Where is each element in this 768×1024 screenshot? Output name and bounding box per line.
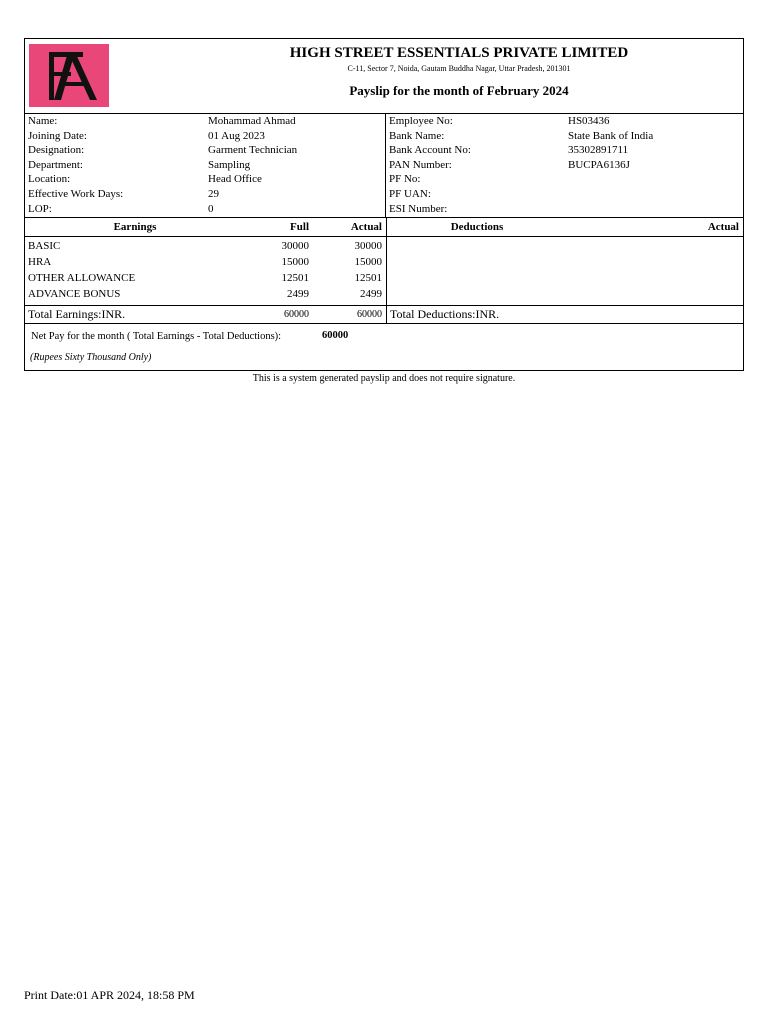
info-row-pf-no [386, 172, 743, 187]
info-value: 29 [208, 187, 219, 200]
net-pay-label: Net Pay for the month ( Total Earnings - Total Deductions): [31, 331, 282, 342]
net-pay-value: 60000 [322, 330, 349, 341]
info-label: Designation: [28, 144, 85, 157]
actual-heading: Actual [350, 221, 382, 233]
info-value: State Bank of India [568, 129, 654, 142]
earning-actual: 12501 [354, 272, 382, 284]
earning-actual: 15000 [354, 256, 382, 268]
net-pay-words: (Rupees Sixty Thousand Only) [30, 352, 152, 363]
net-pay-section [25, 324, 743, 370]
earning-full: 30000 [281, 240, 309, 252]
deductions-table [387, 218, 743, 324]
total-deductions-label: Total Deductions:INR. [390, 307, 500, 321]
full-heading: Full [290, 221, 309, 233]
table-row [25, 254, 386, 270]
table-row [25, 286, 386, 302]
info-label: PAN Number: [389, 158, 452, 171]
info-value: Garment Technician [208, 144, 298, 157]
table-row [25, 238, 386, 254]
employee-info-right [386, 114, 743, 217]
table-row [25, 270, 386, 286]
info-label: Effective Work Days: [28, 187, 124, 200]
info-value: Mohammad Ahmad [208, 115, 296, 127]
earning-name: BASIC [28, 240, 61, 252]
info-row-location [25, 172, 385, 187]
payslip-title: Payslip for the month of February 2024 [349, 83, 569, 98]
info-row-department [25, 158, 385, 173]
info-label: Bank Name: [389, 129, 445, 142]
earnings-heading: Earnings [113, 221, 157, 233]
company-logo [29, 44, 109, 107]
info-row-work-days [25, 187, 385, 202]
earnings-total-row [25, 306, 386, 324]
earning-actual: 2499 [360, 288, 382, 300]
info-label: Department: [28, 158, 83, 171]
info-label: Name: [28, 115, 58, 127]
deductions-header [387, 218, 743, 237]
info-row-lop [25, 202, 385, 217]
print-date: Print Date:01 APR 2024, 18:58 PM [24, 988, 195, 1002]
employee-info [25, 114, 743, 218]
system-generated-note: This is a system generated payslip and does not require signature. [252, 373, 516, 384]
info-value: 01 Aug 2023 [208, 129, 265, 142]
total-earnings-label: Total Earnings:INR. [28, 307, 126, 321]
total-earnings-actual: 60000 [357, 309, 382, 320]
info-value: Head Office [208, 173, 262, 186]
deductions-heading: Deductions [450, 221, 504, 233]
info-row-joining-date [25, 129, 385, 144]
info-row-esi [386, 202, 743, 217]
total-earnings-full: 60000 [284, 309, 309, 320]
earnings-body [25, 237, 386, 306]
pay-tables [25, 218, 743, 324]
deductions-actual-heading: Actual [707, 221, 739, 233]
info-label: PF No: [389, 173, 421, 186]
earning-full: 12501 [281, 272, 309, 284]
earning-name: HRA [28, 256, 52, 268]
deductions-total-row [387, 306, 743, 324]
employee-info-left [25, 114, 386, 217]
company-name: HIGH STREET ESSENTIALS PRIVATE LIMITED [289, 45, 629, 61]
earning-actual: 30000 [354, 240, 382, 252]
info-label: Joining Date: [28, 129, 87, 142]
info-label: Bank Account No: [389, 144, 471, 157]
payslip-header [25, 39, 743, 114]
info-label: LOP: [28, 202, 52, 215]
earning-name: OTHER ALLOWANCE [28, 272, 136, 284]
info-row-pf-uan [386, 187, 743, 202]
info-label: ESI Number: [389, 202, 448, 215]
earning-full: 2499 [287, 288, 309, 300]
info-label: Location: [28, 173, 71, 186]
info-value: Sampling [208, 158, 251, 171]
earning-name: ADVANCE BONUS [28, 288, 121, 300]
info-row-designation [25, 143, 385, 158]
deductions-body [387, 237, 743, 306]
company-address: C-11, Sector 7, Noida, Gautam Buddha Nagar, Uttar Pradesh, 201301 [347, 64, 571, 73]
info-label: Employee No: [389, 115, 453, 127]
payslip [24, 38, 744, 371]
info-value: HS03436 [568, 115, 610, 127]
info-row-bank-account [386, 143, 743, 158]
info-value: BUCPA6136J [568, 158, 630, 171]
info-label: PF UAN: [389, 187, 431, 200]
earning-full: 15000 [281, 256, 309, 268]
info-row-bank-name [386, 129, 743, 144]
info-value: 0 [208, 202, 214, 215]
info-row-name [25, 114, 385, 129]
info-row-pan [386, 158, 743, 173]
info-value: 35302891711 [568, 144, 629, 157]
earnings-header [25, 218, 386, 237]
info-row-employee-no [386, 114, 743, 129]
earnings-table [25, 218, 387, 324]
